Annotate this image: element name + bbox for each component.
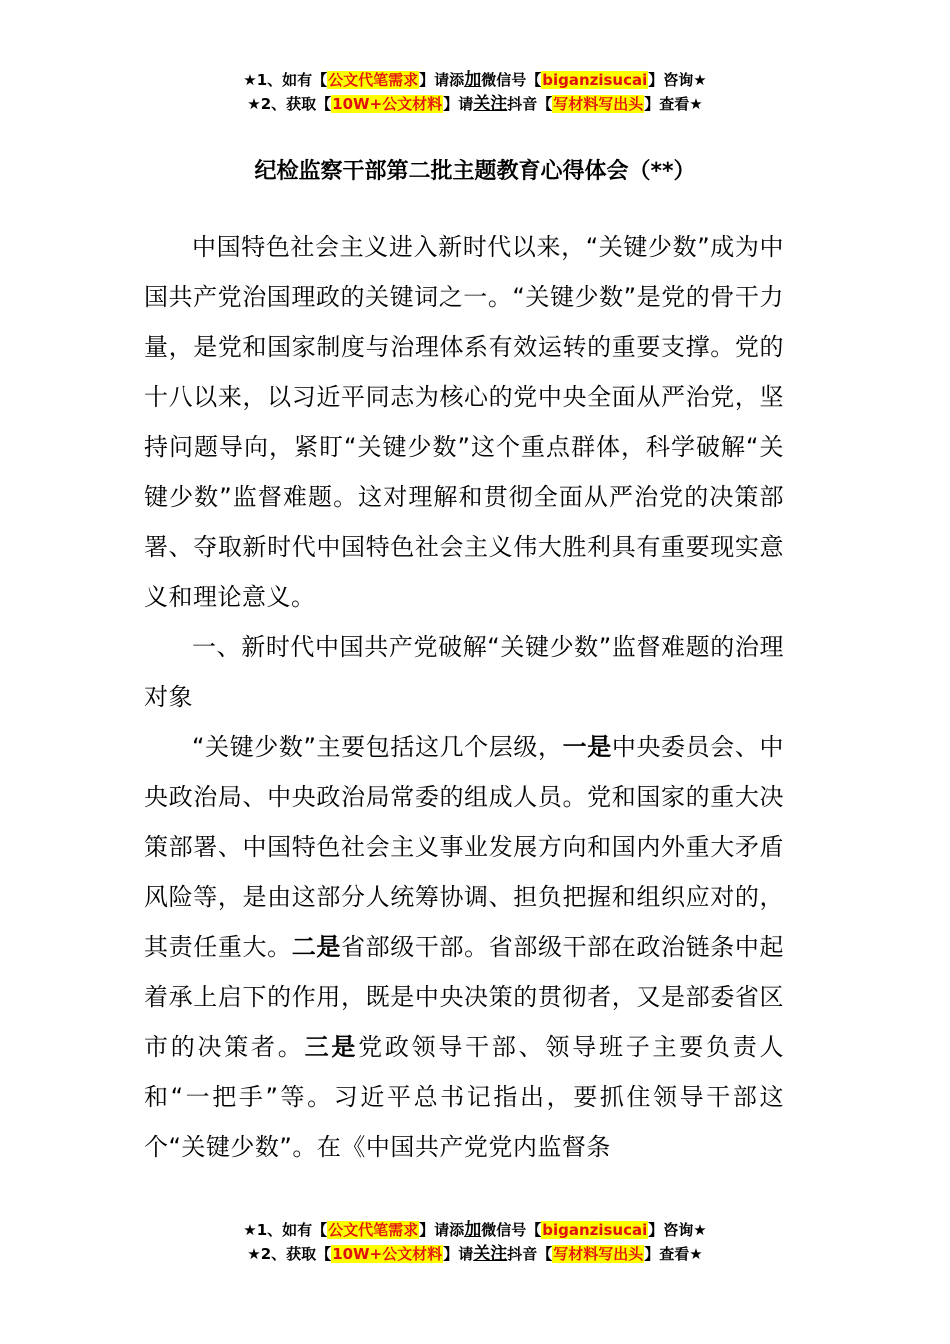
- promo-highlight: 10W+公文材料: [332, 1245, 443, 1263]
- bold-marker: 二是: [291, 933, 341, 961]
- document-body: [144, 222, 784, 1172]
- promo-douyin-id: 写材料写出头: [553, 1245, 644, 1263]
- promo-header: [0, 68, 950, 116]
- promo-line-1: ★1、如有【公文代笔需求】请添加微信号【biganzisucai】咨询★: [243, 1220, 707, 1240]
- promo-line-1: ★1、如有【公文代笔需求】请添加微信号【biganzisucai】咨询★: [243, 70, 707, 90]
- promo-highlight: 公文代笔需求: [328, 1221, 419, 1239]
- paragraph-levels: “关键少数”主要包括这几个层级，一是中央委员会、中央政治局、中央政治局常委的组成人员。党和国家的重大决策部署、中国特色社会主义事业发展方向和国内外重大矛盾风险等，是由这部分人统筹协调、担负把握和组织应对的，其责任重大。二是省部级干部。省部级干部在政治链条中起着承上启下的作用，既是中央决策的贯彻者，又是部委省区市的决策者。三是党政领导干部、领导班子主要负责人和“一把手”等。习近平总书记指出，要抓住领导干部这个“关键少数”。在《中国共产党党内监督条: [144, 733, 785, 1161]
- promo-highlight: 10W+公文材料: [332, 95, 443, 113]
- promo-footer: [0, 1218, 950, 1266]
- section-heading: 一、新时代中国共产党破解“关键少数”监督难题的治理对象: [144, 633, 784, 711]
- promo-highlight: 公文代笔需求: [328, 71, 419, 89]
- promo-line-2: ★2、获取【10W+公文材料】请关注抖音【写材料写出头】查看★: [247, 94, 703, 114]
- bold-marker: 三是: [304, 1033, 359, 1061]
- promo-wechat-id: biganzisucai: [542, 1221, 648, 1239]
- bold-marker: 一是: [562, 733, 612, 761]
- promo-douyin-id: 写材料写出头: [553, 95, 644, 113]
- promo-wechat-id: biganzisucai: [542, 71, 648, 89]
- paragraph-intro: 中国特色社会主义进入新时代以来，“关键少数”成为中国共产党治国理政的关键词之一。“关键少数”是党的骨干力量，是党和国家制度与治理体系有效运转的重要支撑。党的十八以来，以习近平同志为核心的党中央全面从严治党，坚持问题导向，紧盯“关键少数”这个重点群体，科学破解“关键少数”监督难题。这对理解和贯彻全面从严治党的决策部署、夺取新时代中国特色社会主义伟大胜利具有重要现实意义和理论意义。: [144, 233, 784, 611]
- promo-line-2: ★2、获取【10W+公文材料】请关注抖音【写材料写出头】查看★: [247, 1244, 703, 1264]
- document-title: 纪检监察干部第二批主题教育心得体会（**）: [254, 159, 696, 184]
